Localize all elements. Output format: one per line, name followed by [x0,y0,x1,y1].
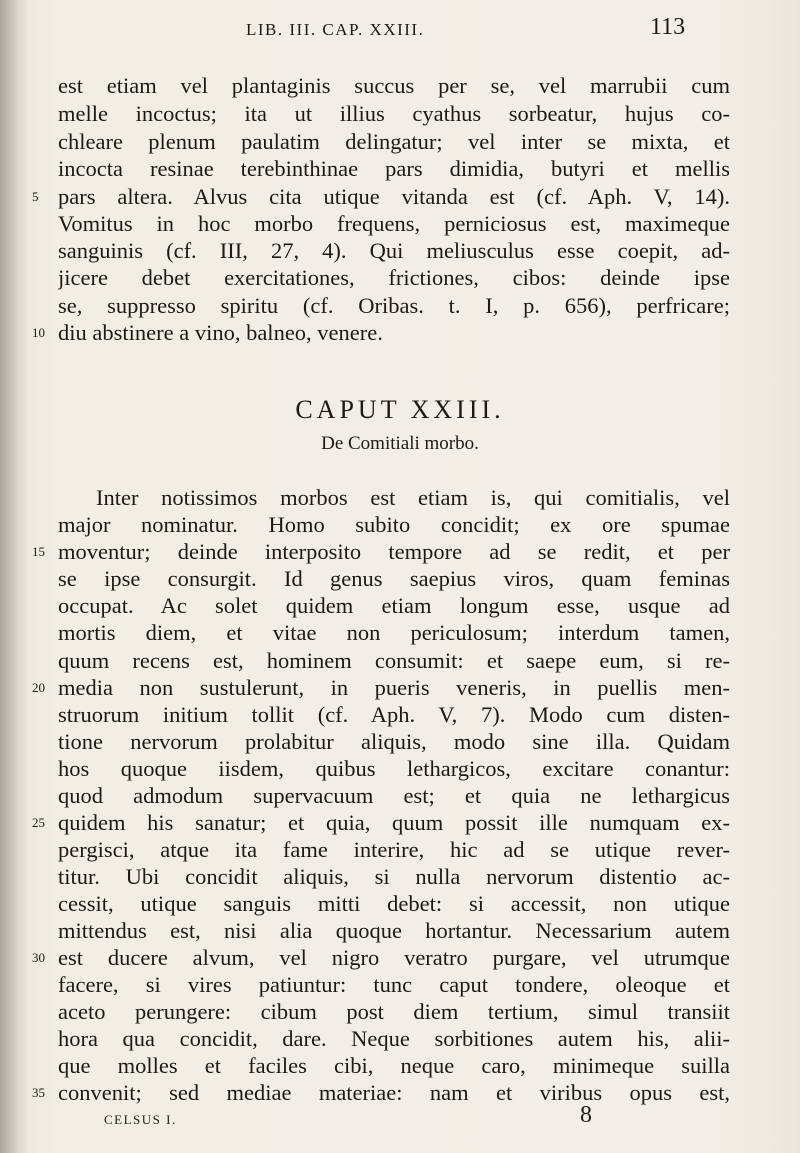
text-line: moventur; deinde interposito tempore ad se redit, et per [58,539,730,564]
text-line: mortis diem, et vitae non periculosum; interdum tamen, [58,620,730,645]
text-line: se, suppresso spiritu (cf. Oribas. t. I, p. 656), perfricare; [58,293,730,318]
text-line: quod admodum supervacuum est; et quia ne lethargicus [58,783,730,808]
text-line: Inter notissimos morbos est etiam is, qui comitialis, vel [96,485,730,510]
chapter-title: CAPUT XXIII. [295,395,505,424]
line-number: 30 [32,950,45,965]
text-line: pars altera. Alvus cita utique vitanda est (cf. Aph. V, 14). [58,184,730,209]
text-line: hos quoque iisdem, quibus lethargicos, excitare conantur: [58,756,730,781]
text-line: se ipse consurgit. Id genus saepius viros, quam feminas [58,566,730,591]
text-line: est etiam vel plantaginis succus per se, vel marrubii cum [58,73,730,98]
text-line: sanguinis (cf. III, 27, 4). Qui meliusculus esse coepit, ad- [58,238,730,263]
page-number: 113 [650,14,686,40]
text-line: convenit; sed mediae materiae: nam et viribus opus est, [58,1080,730,1105]
text-line: mittendus est, nisi alia quoque hortantur. Necessarium autem [58,918,730,943]
line-number: 25 [32,815,45,830]
signature-mark: CELSUS I. [104,1112,177,1127]
text-line: incocta resinae terebinthinae pars dimidia, butyri et mellis [58,156,730,181]
text-line: diu abstinere a vino, balneo, venere. [58,320,383,345]
line-number: 15 [32,544,45,559]
line-number: 20 [32,680,45,695]
text-line: facere, si vires patiuntur: tunc caput tondere, oleoque et [58,972,730,997]
text-line: tione nervorum prolabitur aliquis, modo sine illa. Quidam [58,729,730,754]
text-line: hora qua concidit, dare. Neque sorbitiones autem his, alii- [58,1026,730,1051]
text-line: struorum initium tollit (cf. Aph. V, 7). Modo cum disten- [58,702,730,727]
text-line: pergisci, atque ita fame interire, hic ad se utique rever- [58,837,730,862]
line-number: 35 [32,1085,45,1100]
text-line: cessit, utique sanguis mitti debet: si accessit, non utique [58,891,730,916]
text-line: que molles et faciles cibi, neque caro, minimeque suilla [58,1053,730,1078]
running-head: LIB. III. CAP. XXIII. [246,20,425,39]
line-number: 5 [32,189,39,204]
text-line: Vomitus in hoc morbo frequens, perniciosus est, maximeque [58,211,730,236]
text-line: melle incoctus; ita ut illius cyathus sorbeatur, hujus co- [58,101,730,126]
text-line: occupat. Ac solet quidem etiam longum esse, usque ad [58,593,730,618]
page-header [0,14,800,48]
text-line: jicere debet exercitationes, frictiones, cibos: deinde ipse [58,265,730,290]
text-line: est ducere alvum, vel nigro veratro purgare, vel utrumque [58,945,730,970]
text-line: major nominatur. Homo subito concidit; ex ore spumae [58,512,730,537]
text-line: media non sustulerunt, in pueris veneris, in puellis men- [58,675,730,700]
text-line: titur. Ubi concidit aliquis, si nulla nervorum distentio ac- [58,864,730,889]
text-line: aceto perungere: cibum post diem tertium, simul transiit [58,999,730,1024]
chapter-subtitle: De Comitiali morbo. [321,433,479,454]
text-line: quidem his sanatur; et quia, quum possit ille numquam ex- [58,810,730,835]
text-line: chleare plenum paulatim delingatur; vel inter se mixta, et [58,129,730,154]
text-line: quum recens est, hominem consumit: et saepe eum, si re- [58,648,730,673]
line-number: 10 [32,325,45,340]
sheet-number: 8 [580,1102,592,1128]
gutter-shadow [0,0,30,1153]
